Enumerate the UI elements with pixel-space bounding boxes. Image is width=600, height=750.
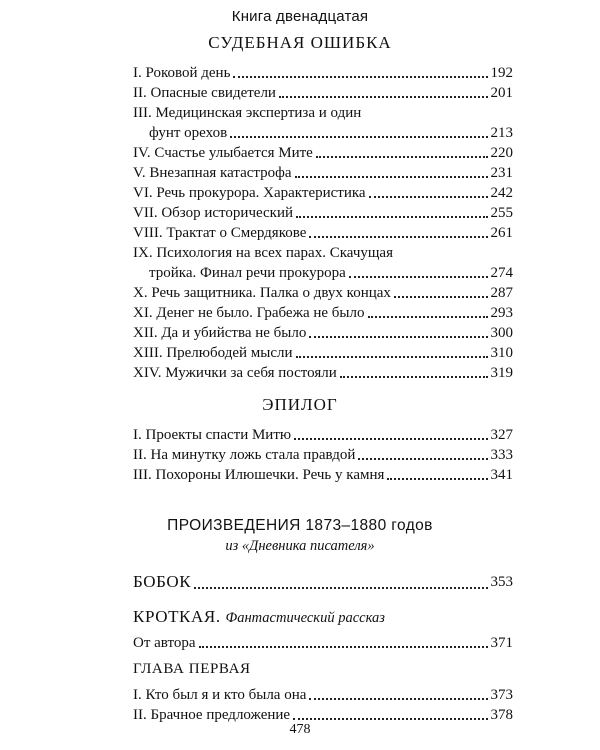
toc-entry-title: VII. Обзор исторический: [133, 205, 294, 221]
leader-dots: [295, 176, 488, 178]
toc-entry-title-line1: IX. Психология на всех парах. Скачущая: [133, 245, 393, 261]
toc-entry-page: 231: [490, 165, 513, 181]
leader-dots: [194, 587, 487, 589]
toc-entry[interactable]: [133, 445, 513, 465]
toc-entry-title: XIV. Мужички за себя постояли: [133, 365, 337, 381]
toc-entry-title-line1: III. Медицинская экспертиза и один: [133, 105, 362, 121]
toc-entry-title: тройка. Финал речи прокурора: [149, 265, 346, 281]
toc-entry[interactable]: [133, 63, 513, 83]
toc-entry-title: I. Кто был я и кто была она: [133, 687, 307, 703]
toc-entry[interactable]: [133, 203, 513, 223]
toc-entry-title: VI. Речь прокурора. Характеристика: [133, 185, 366, 201]
toc-entry-bobok[interactable]: [133, 570, 513, 594]
toc-entry-title: фунт орехов: [149, 125, 228, 141]
leader-dots: [199, 646, 488, 648]
toc-entry-page: 220: [490, 145, 513, 161]
leader-dots: [358, 458, 487, 460]
toc-entry-subtitle: Фантастический рассказ: [225, 610, 385, 626]
toc-entry-title: XI. Денег не было. Грабежа не было: [133, 305, 365, 321]
section-subtitle-diary: из «Дневника писателя»: [225, 538, 375, 554]
toc-epilogue: [133, 425, 513, 485]
toc-entry-page: 378: [490, 707, 513, 723]
toc-entry-page: 242: [490, 185, 513, 201]
toc-entry-title: БОБОК: [133, 572, 192, 591]
toc-entry-title: IV. Счастье улыбается Мите: [133, 145, 313, 161]
toc-entry[interactable]: [133, 633, 513, 653]
page-number: 478: [289, 722, 311, 737]
toc-entry-page: 371: [490, 635, 513, 651]
toc-entry[interactable]: [133, 183, 513, 203]
leader-dots: [230, 136, 487, 138]
toc-entry-title: II. На минутку ложь стала правдой: [133, 447, 356, 463]
toc-works: [133, 570, 513, 725]
toc-entry-title: КРОТКАЯ.: [133, 607, 221, 626]
leader-dots: [294, 438, 487, 440]
toc-entry-page: 213: [490, 125, 513, 141]
leader-dots: [279, 96, 488, 98]
leader-dots: [316, 156, 488, 158]
toc-entry-page: 287: [490, 285, 513, 301]
toc-entry[interactable]: [133, 465, 513, 485]
toc-entry-page: 327: [490, 427, 513, 443]
section-title-judicial-error: СУДЕБНАЯ ОШИБКА: [208, 33, 392, 52]
toc-entry-krotkaya[interactable]: [133, 605, 513, 629]
toc-entry-title: II. Опасные свидетели: [133, 85, 276, 101]
toc-entry-page: 319: [490, 365, 513, 381]
toc-entry-page: 341: [490, 467, 513, 483]
leader-dots: [296, 216, 487, 218]
leader-dots: [296, 356, 488, 358]
section-title-epilogue: ЭПИЛОГ: [262, 395, 338, 414]
leader-dots: [293, 718, 487, 720]
leader-dots: [369, 196, 488, 198]
book-heading: Книга двенадцатая: [231, 8, 369, 25]
toc-entry-title: VIII. Трактат о Смердякове: [133, 225, 307, 241]
toc-entry-page: 293: [490, 305, 513, 321]
toc-entry-page: 300: [490, 325, 513, 341]
leader-dots: [309, 336, 487, 338]
toc-entry[interactable]: [133, 223, 513, 243]
leader-dots: [394, 296, 488, 298]
toc-entry[interactable]: [133, 323, 513, 343]
section-title-works: ПРОИЗВЕДЕНИЯ 1873–1880 годов: [167, 517, 433, 534]
toc-entry-title: XIII. Прелюбодей мысли: [133, 345, 293, 361]
leader-dots: [349, 276, 488, 278]
toc-entry[interactable]: [133, 83, 513, 103]
toc-entry-title: II. Брачное предложение: [133, 707, 291, 723]
toc-entry[interactable]: [133, 363, 513, 383]
leader-dots: [340, 376, 488, 378]
chapter-heading: ГЛАВА ПЕРВАЯ: [133, 661, 251, 677]
toc-entry-page: 333: [490, 447, 513, 463]
leader-dots: [309, 236, 487, 238]
toc-entry-page: 310: [490, 345, 513, 361]
leader-dots: [233, 76, 487, 78]
toc-entry[interactable]: [133, 425, 513, 445]
toc-entry[interactable]: [133, 283, 513, 303]
toc-entry[interactable]: [133, 303, 513, 323]
toc-entry-title: От автора: [133, 635, 196, 651]
toc-entry-page: 261: [490, 225, 513, 241]
toc-entry[interactable]: [133, 163, 513, 183]
toc-entry[interactable]: [133, 243, 513, 283]
toc-entry-title: V. Внезапная катастрофа: [133, 165, 292, 181]
leader-dots: [309, 698, 487, 700]
toc-entry-title: I. Проекты спасти Митю: [133, 427, 292, 443]
toc-entry[interactable]: [133, 685, 513, 705]
leader-dots: [368, 316, 488, 318]
toc-entry-page: 255: [490, 205, 513, 221]
toc-entry-title: XII. Да и убийства не было: [133, 325, 307, 341]
toc-entry-page: 201: [490, 85, 513, 101]
toc-entry-page: 373: [490, 687, 513, 703]
toc-entry-page: 274: [490, 265, 513, 281]
leader-dots: [387, 478, 487, 480]
toc-book-twelve: [133, 63, 513, 383]
toc-entry-page: 192: [490, 65, 513, 81]
toc-entry[interactable]: [133, 343, 513, 363]
toc-entry-page: 353: [490, 574, 513, 590]
toc-entry[interactable]: [133, 103, 513, 143]
toc-entry-title: III. Похороны Илюшечки. Речь у камня: [133, 467, 385, 483]
toc-entry-title: X. Речь защитника. Палка о двух концах: [133, 285, 391, 301]
toc-entry[interactable]: [133, 143, 513, 163]
toc-entry-title: I. Роковой день: [133, 65, 231, 81]
